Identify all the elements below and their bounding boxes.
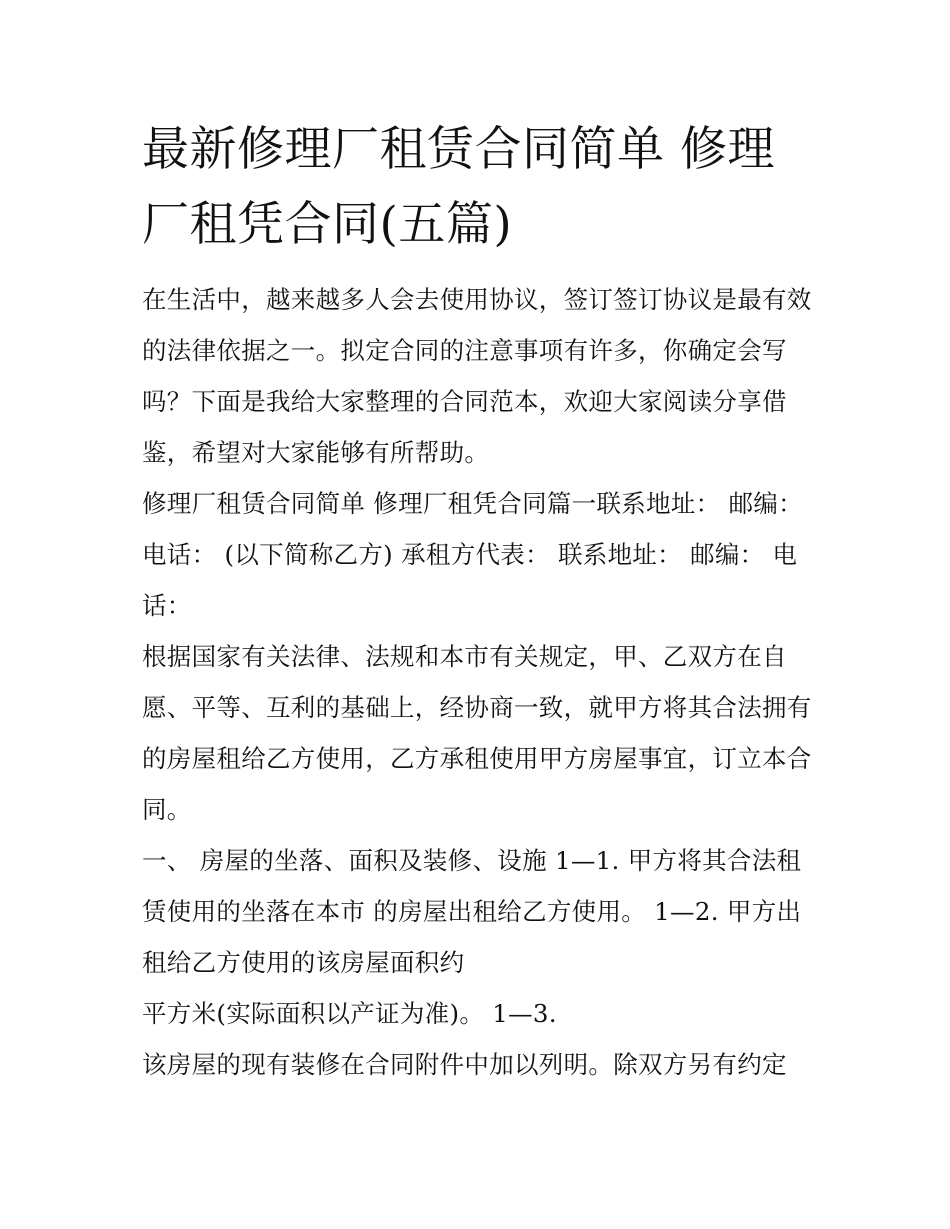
paragraph-area: 平方米(实际面积以产证为准)。 1—3. [142,999,557,1028]
paragraph-intro: 在生活中，越来越多人会去使用协议，签订签订协议是最有效的法律依据之一。拟定合同的注意事项有许多，你确定会写吗？下面是我给大家整理的合同范本，欢迎大家阅读分享借鉴，希望对大家能够有所帮助。 [142,285,812,467]
paragraph-basis: 根据国家有关法律、法规和本市有关规定，甲、乙双方在自愿、平等、互利的基础上，经协商一致，就甲方将其合法拥有的房屋租给乙方使用，乙方承租使用甲方房屋事宜，订立本合同。 [142,642,812,824]
paragraph-section-one: 一、 房屋的坐落、面积及装修、设施 1—1. 甲方将其合法租赁使用的坐落在本市 的房屋出租给乙方使用。 1—2. 甲方出租给乙方使用的该房屋面积约 [142,846,802,977]
document-title: 最新修理厂租赁合同简单 修理厂租凭合同(五篇) [142,122,775,252]
paragraph-decoration: 该房屋的现有装修在合同附件中加以列明。除双方另有约定 [142,1050,787,1079]
document-body [142,112,822,1090]
paragraph-contact-info: 修理厂租赁合同简单 修理厂租凭合同篇一联系地址： 邮编： 电话： (以下简称乙方) 承租方代表： 联系地址： 邮编： 电话： [142,489,803,620]
